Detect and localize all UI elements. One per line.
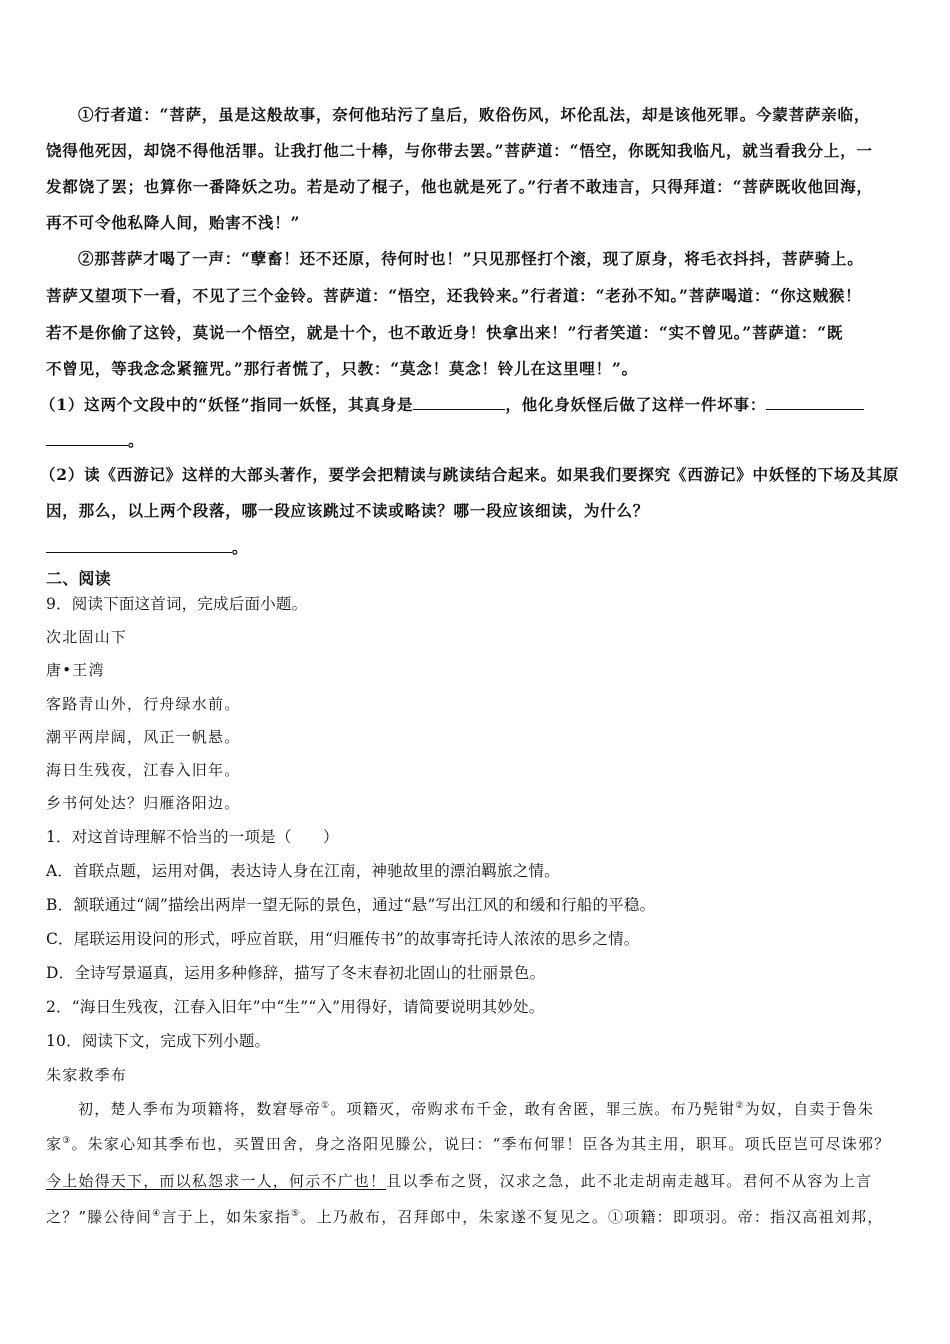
prose-text: 家 — [46, 1135, 63, 1153]
answer-blank-bad-deed-cont[interactable] — [46, 431, 128, 446]
prose-text: 言于上，如朱家指 — [161, 1208, 291, 1226]
option-d[interactable]: D．全诗写景逼真，运用多种修辞，描写了冬末春初北固山的壮丽景色。 — [46, 964, 546, 982]
prose-text: 初，楚人季布为项籍将，数窘辱帝 — [78, 1100, 322, 1118]
prose-title: 朱家救季布 — [46, 1066, 128, 1084]
question-2-answer — [46, 537, 908, 559]
underlined-sentence: 今上始得天下，而以私怨求一人，何示不广也！ — [46, 1172, 387, 1190]
passage-a-line-1: ①行者道：“菩萨，虽是这般故事，奈何他玷污了皇后，败俗伤风，坏伦乱法，却是该他死罪。今蒙菩萨亲临， — [78, 105, 871, 124]
question-9: 9．阅读下面这首词，完成后面小题。 — [46, 595, 308, 613]
footnote-marker: ① — [321, 1101, 331, 1111]
prose-line-2 — [46, 1133, 908, 1155]
question-1-end: 。 — [128, 431, 145, 450]
passage-a-line-4: 再不可令他私降人间，贻害不浅！” — [46, 213, 301, 232]
question-2-line-1: （2）读《西游记》这样的大部头著作，要学会把精读与跳读结合起来。如果我们要探究《西游记》中妖怪的下场及其原 — [40, 465, 900, 484]
prose-text: 。上乃赦布，召拜郎中，朱家遂不复见之。①项籍：即项羽。帝：指汉高祖刘邦， — [300, 1208, 884, 1226]
passage-b-line-1: ②那菩萨才喝了一声：“孽畜！还不还原，待何时也！”只见那怪打个滚，现了原身，将毛衣抖抖，菩萨骑上。 — [78, 249, 864, 268]
poem-line-2: 潮平两岸阔，风正一帆悬。 — [46, 728, 241, 746]
question-2-end: 。 — [232, 538, 249, 557]
question-1-text-b: ，他化身妖怪后做了这样一件坏事： — [505, 395, 767, 414]
prose-text: 。项籍灭，帝购求布千金，敢有舍匿，罪三族。布乃髡钳 — [330, 1100, 736, 1118]
prose-text: 且以季布之贤，汉求之急，此不北走胡南走越耳。君何不从容为上言 — [386, 1172, 873, 1190]
footnote-marker: ④ — [152, 1209, 162, 1219]
answer-blank-q2[interactable] — [46, 538, 232, 553]
passage-b-line-3: 若不是你偷了这铃，莫说一个悟空，就是十个，也不敢近身！快拿出来！”行者笑道：“实不曾见。”菩萨道：“既 — [46, 323, 844, 342]
question-1 — [40, 394, 902, 416]
option-c[interactable]: C．尾联运用设问的形式，呼应首联，用“归雁传书”的故事寄托诗人浓浓的思乡之情。 — [46, 930, 640, 948]
passage-a-line-2: 饶得他死因，却饶不得他活罪。让我打他二十棒，与你带去罢。”菩萨道：“悟空，你既知我临凡，就当看我分上，一 — [46, 141, 873, 160]
option-a[interactable]: A．首联点题，运用对偶，表达诗人身在江南，神驰故里的漂泊羁旅之情。 — [46, 862, 560, 880]
question-1-cont — [46, 430, 908, 452]
passage-a-line-3: 发都饶了罢；也算你一番降妖之功。若是动了棍子，他也就是死了。”行者不敢违言，只得拜道：“菩萨既收他回海， — [46, 177, 873, 196]
question-2-line-2: 因，那么，以上两个段落，哪一段应该跳过不读或略读？哪一段应该细读，为什么？ — [46, 501, 650, 520]
prose-line-4 — [46, 1206, 908, 1228]
footnote-marker: ② — [735, 1101, 745, 1111]
prose-text: 之？”滕公待间 — [46, 1208, 153, 1226]
question-1-text-a: （1）这两个文段中的“妖怪”指同一妖怪，其真身是 — [40, 395, 414, 414]
poem-title: 次北固山下 — [46, 628, 128, 646]
answer-blank-bad-deed[interactable] — [766, 395, 864, 410]
sub-question-2: 2．“海日生残夜，江春入旧年”中“生”“入”用得好，请简要说明其妙处。 — [46, 998, 545, 1016]
sub-question-1: 1．对这首诗理解不恰当的一项是（ ） — [46, 828, 339, 846]
poem-line-1: 客路青山外，行舟绿水前。 — [46, 695, 241, 713]
passage-b-line-4: 不曾见，等我念念紧箍咒。”那行者慌了，只教：“莫念！莫念！铃儿在这里哩！”。 — [46, 359, 638, 378]
answer-blank-true-form[interactable] — [413, 395, 505, 410]
prose-line-3 — [46, 1170, 908, 1192]
passage-b-line-2: 菩萨又望项下一看，不见了三个金铃。菩萨道：“悟空，还我铃来。”行者道：“老孙不知。”菩萨喝道：“你这贼猴！ — [46, 286, 862, 305]
option-b[interactable]: B．颔联通过“阔”描绘出两岸一望无际的景色，通过“悬”写出江风的和缓和行船的平稳。 — [46, 896, 656, 914]
section-title: 二、阅读 — [46, 569, 111, 588]
footnote-marker: ③ — [62, 1136, 72, 1146]
prose-text: 。朱家心知其季布也，买置田舍，身之洛阳见滕公，说曰：“季布何罪！臣各为其主用，职耳。项氏臣岂可尽诛邪？ — [71, 1135, 891, 1153]
poem-line-4: 乡书何处达？归雁洛阳边。 — [46, 794, 241, 812]
footnote-marker: ⑤ — [290, 1209, 301, 1219]
poem-line-3: 海日生残夜，江春入旧年。 — [46, 761, 241, 779]
question-10: 10．阅读下文，完成下列小题。 — [46, 1032, 271, 1050]
prose-line-1 — [78, 1098, 908, 1120]
prose-text: 为奴，自卖于鲁朱 — [744, 1100, 875, 1118]
poem-author: 唐•王湾 — [46, 661, 105, 679]
